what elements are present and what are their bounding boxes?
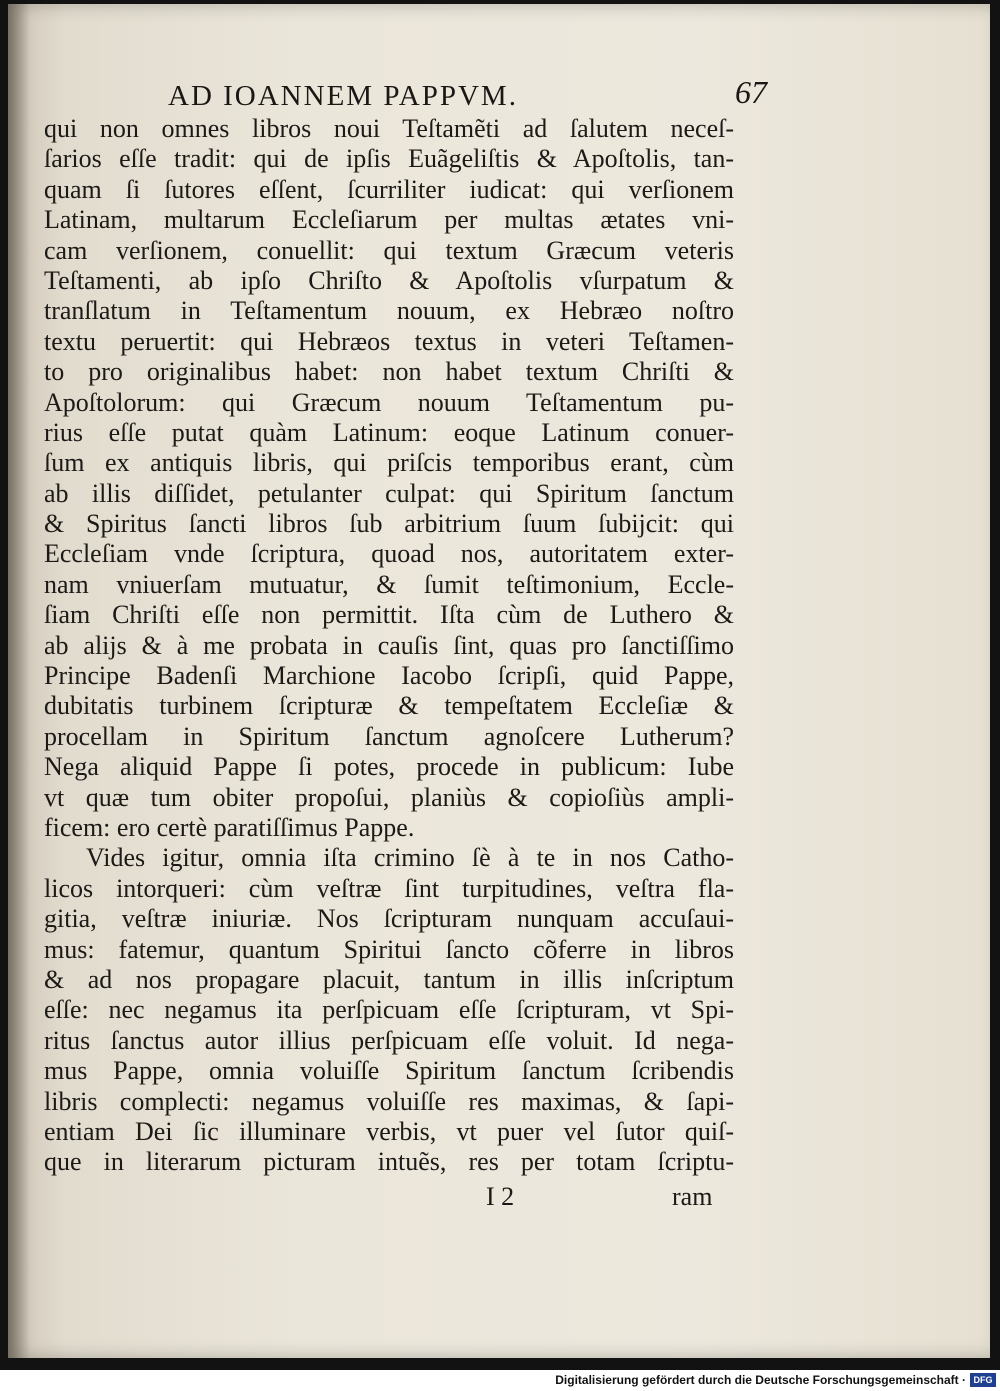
dfg-logo-icon: DFG (970, 1373, 996, 1387)
text-line: libris complecti: negamus voluiſſe res maximas, & ſapi- (44, 1086, 734, 1116)
text-line: Vides igitur, omnia iſta crimino ſè à te in nos Catho- (86, 843, 734, 873)
text-line: procellam in Spiritum ſanctum agnoſcere Lutherum? (44, 721, 734, 751)
text-line: to pro originalibus habet: non habet textum Chriſti & (44, 357, 734, 387)
text-line: quam ſi ſutores eſſent, ſcurriliter iudicat: qui verſionem (44, 174, 734, 204)
text-line: Principe Badenſi Marchione Iacobo ſcripſi, quid Pappe, (44, 661, 734, 691)
text-line: qui non omnes libros noui Teſtamẽti ad ſalutem neceſ- (44, 114, 734, 143)
footer-credit: Digitalisierung gefördert durch die Deutsche Forschungsgemeinschaft · (555, 1373, 966, 1387)
text-line: rius eſſe putat quàm Latinum: eoque Latinum conuer- (44, 417, 734, 447)
text-line: ab alijs & à me probata in cauſis ſint, quas pro ſanctiſſimo (44, 630, 734, 660)
text-line: ſiam Chriſti eſſe non permittit. Iſta cùm de Luthero & (44, 600, 734, 630)
signature-mark: I 2 (486, 1182, 515, 1211)
text-line: ſum ex antiquis libris, qui priſcis temporibus erant, cùm (44, 448, 734, 478)
text-line: Apoſtolorum: qui Græcum nouum Teſtamentum pu- (44, 387, 734, 417)
text-line: eſſe: nec negamus ita perſpicuam eſſe ſcripturam, vt Spi- (44, 995, 734, 1025)
text-line: ritus ſanctus autor illius perſpicuam eſſe voluit. Id nega- (44, 1025, 734, 1055)
text-line: cam verſionem, conuellit: qui textum Græcum veteris (44, 235, 734, 265)
text-line: Eccleſiam vnde ſcriptura, quoad nos, autoritatem exter- (44, 539, 734, 569)
text-line: dubitatis turbinem ſcripturæ & tempeſtatem Eccleſiæ & (44, 691, 734, 721)
text-line: ſarios eſſe tradit: qui de ipſis Euãgeliſtis & Apoſtolis, tan- (44, 144, 734, 174)
text-line: ficem: ero certè paratiſſimus Pappe. (44, 812, 415, 842)
body-text (44, 114, 734, 1178)
text-line: nam vniuerſam mutuatur, & ſumit teſtimonium, Eccle- (44, 569, 734, 599)
page-header (158, 74, 798, 118)
text-line: tranſlatum in Teſtamentum nouum, ex Hebræo noſtro (44, 296, 734, 326)
text-line: Teſtamenti, ab ipſo Chriſto & Apoſtolis vſurpatum & (44, 265, 734, 295)
text-line: & ad nos propagare placuit, tantum in illis inſcriptum (44, 964, 734, 994)
text-line: mus Pappe, omnia voluiſſe Spiritum ſanctum ſcribendis (44, 1056, 734, 1086)
text-line: vt quæ tum obiter propoſui, planiùs & copioſiùs ampli- (44, 782, 734, 812)
text-line: & Spiritus ſancti libros ſub arbitrium ſuum ſubijcit: qui (44, 509, 734, 539)
text-line: licos intorqueri: cùm veſtræ ſint turpitudines, veſtra fla- (44, 873, 734, 903)
page-number: 67 (735, 74, 767, 110)
signature-line (44, 1182, 734, 1214)
text-line: Nega aliquid Pappe ſi potes, procede in publicum: Iube (44, 752, 734, 782)
text-line: gitia, veſtræ iniuriæ. Nos ſcripturam nunquam accuſaui- (44, 904, 734, 934)
gutter-shadow (8, 4, 30, 1358)
text-line: mus: fatemur, quantum Spiritui ſancto cõferre in libros (44, 934, 734, 964)
text-line: entiam Dei ſic illuminare verbis, vt puer vel ſutor quiſ- (44, 1116, 734, 1146)
catchword: ram (672, 1182, 713, 1211)
text-line: que in literarum picturam intuẽs, res per totam ſcriptu- (44, 1147, 734, 1177)
running-title: AD IOANNEM PAPPVM. (168, 80, 518, 112)
text-line: textu peruertit: qui Hebræos textus in veteri Teſtamen- (44, 326, 734, 356)
footer-bar (0, 1370, 1000, 1391)
text-line: ab illis diſſidet, petulanter culpat: qui Spiritum ſanctum (44, 478, 734, 508)
book-page (8, 4, 990, 1358)
text-line: Latinam, multarum Eccleſiarum per multas ætates vni- (44, 205, 734, 235)
